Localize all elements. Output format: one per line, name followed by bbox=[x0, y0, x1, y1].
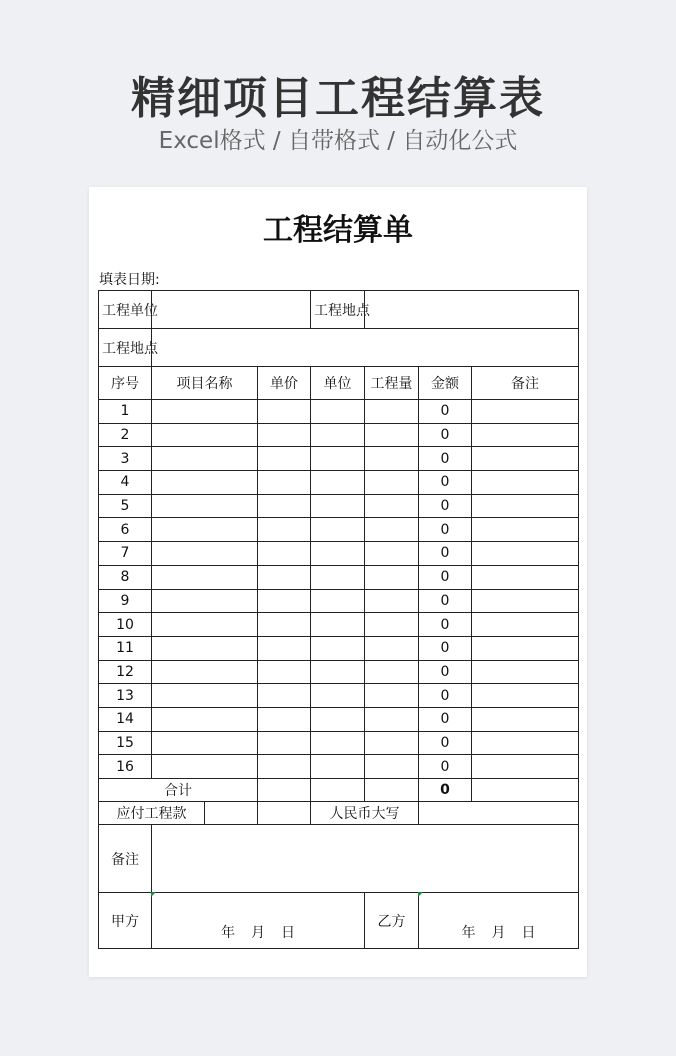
unit-cell[interactable] bbox=[311, 613, 365, 637]
row-no: 15 bbox=[99, 731, 152, 755]
qty-cell[interactable] bbox=[365, 755, 419, 779]
party-a-sign-cell[interactable] bbox=[152, 893, 365, 949]
table-row bbox=[99, 494, 579, 518]
total-unit-cell[interactable] bbox=[311, 779, 365, 802]
qty-cell[interactable] bbox=[365, 731, 419, 755]
site-label: 工程地点 bbox=[99, 329, 152, 367]
site-value-cell-right[interactable] bbox=[365, 291, 579, 329]
item-name-cell[interactable] bbox=[152, 494, 258, 518]
price-cell[interactable] bbox=[258, 636, 311, 660]
amount-cell: 0 bbox=[419, 542, 472, 566]
note-cell[interactable] bbox=[472, 613, 579, 637]
table-row bbox=[99, 755, 579, 779]
party-b-label: 乙方 bbox=[365, 893, 419, 949]
amount-cell: 0 bbox=[419, 518, 472, 542]
col-header-amount: 金额 bbox=[419, 367, 472, 400]
price-cell[interactable] bbox=[258, 423, 311, 447]
row-no: 6 bbox=[99, 518, 152, 542]
table-row bbox=[99, 660, 579, 684]
amount-cell: 0 bbox=[419, 589, 472, 613]
price-cell[interactable] bbox=[258, 565, 311, 589]
table-row bbox=[99, 684, 579, 708]
settlement-sheet bbox=[89, 187, 587, 977]
price-cell[interactable] bbox=[258, 494, 311, 518]
item-name-cell[interactable] bbox=[152, 613, 258, 637]
unit-cell[interactable] bbox=[311, 423, 365, 447]
unit-cell[interactable] bbox=[311, 471, 365, 495]
item-name-cell[interactable] bbox=[152, 589, 258, 613]
price-cell[interactable] bbox=[258, 471, 311, 495]
page-title: 精细项目工程结算表 bbox=[131, 73, 545, 124]
total-label: 合计 bbox=[99, 779, 258, 802]
qty-cell[interactable] bbox=[365, 660, 419, 684]
row-no: 10 bbox=[99, 613, 152, 637]
note-cell[interactable] bbox=[472, 731, 579, 755]
table-row bbox=[99, 636, 579, 660]
price-cell[interactable] bbox=[258, 518, 311, 542]
amount-cell: 0 bbox=[419, 471, 472, 495]
note-label: 备注 bbox=[99, 825, 152, 893]
year-label: 年 bbox=[221, 925, 235, 941]
sheet-title: 工程结算单 bbox=[263, 213, 413, 248]
price-cell[interactable] bbox=[258, 589, 311, 613]
unit-cell[interactable] bbox=[311, 731, 365, 755]
settlement-table bbox=[98, 290, 579, 949]
item-name-cell[interactable] bbox=[152, 447, 258, 471]
item-name-cell[interactable] bbox=[152, 660, 258, 684]
amount-cell: 0 bbox=[419, 660, 472, 684]
amount-cell: 0 bbox=[419, 613, 472, 637]
price-cell[interactable] bbox=[258, 660, 311, 684]
table-row bbox=[99, 518, 579, 542]
note-cell[interactable] bbox=[472, 542, 579, 566]
total-qty-cell[interactable] bbox=[365, 779, 419, 802]
note-cell[interactable] bbox=[472, 565, 579, 589]
total-amount: 0 bbox=[419, 779, 472, 802]
amount-cell: 0 bbox=[419, 684, 472, 708]
amount-cell: 0 bbox=[419, 707, 472, 731]
table-row bbox=[99, 400, 579, 424]
qty-cell[interactable] bbox=[365, 518, 419, 542]
cell-comment-marker bbox=[151, 892, 156, 897]
unit-value-cell[interactable] bbox=[152, 291, 311, 329]
note-cell[interactable] bbox=[472, 400, 579, 424]
item-name-cell[interactable] bbox=[152, 755, 258, 779]
day-label: 日 bbox=[281, 925, 295, 941]
note-cell[interactable] bbox=[472, 494, 579, 518]
qty-cell[interactable] bbox=[365, 447, 419, 471]
amount-cell: 0 bbox=[419, 731, 472, 755]
qty-cell[interactable] bbox=[365, 423, 419, 447]
price-cell[interactable] bbox=[258, 400, 311, 424]
info-row-site bbox=[99, 329, 579, 367]
note-value-cell[interactable] bbox=[152, 825, 579, 893]
table-row bbox=[99, 707, 579, 731]
item-name-cell[interactable] bbox=[152, 707, 258, 731]
fill-date-label: 填表日期: bbox=[99, 272, 160, 288]
unit-cell[interactable] bbox=[311, 660, 365, 684]
col-header-no: 序号 bbox=[99, 367, 152, 400]
amount-cell: 0 bbox=[419, 565, 472, 589]
qty-cell[interactable] bbox=[365, 707, 419, 731]
row-no: 12 bbox=[99, 660, 152, 684]
note-cell[interactable] bbox=[472, 707, 579, 731]
price-cell[interactable] bbox=[258, 731, 311, 755]
item-name-cell[interactable] bbox=[152, 565, 258, 589]
item-name-cell[interactable] bbox=[152, 731, 258, 755]
col-header-price: 单价 bbox=[258, 367, 311, 400]
table-row bbox=[99, 589, 579, 613]
column-header-row bbox=[99, 367, 579, 400]
item-name-cell[interactable] bbox=[152, 684, 258, 708]
payable-label: 应付工程款 bbox=[99, 802, 205, 825]
row-no: 11 bbox=[99, 636, 152, 660]
item-name-cell[interactable] bbox=[152, 542, 258, 566]
item-name-cell[interactable] bbox=[152, 423, 258, 447]
unit-label: 工程单位 bbox=[99, 291, 152, 329]
qty-cell[interactable] bbox=[365, 400, 419, 424]
year-label: 年 bbox=[461, 925, 476, 941]
row-no: 16 bbox=[99, 755, 152, 779]
rmb-value-cell[interactable] bbox=[419, 802, 579, 825]
col-header-qty: 工程量 bbox=[365, 367, 419, 400]
row-no: 3 bbox=[99, 447, 152, 471]
table-row bbox=[99, 613, 579, 637]
amount-cell: 0 bbox=[419, 423, 472, 447]
row-no: 14 bbox=[99, 707, 152, 731]
col-header-item: 项目名称 bbox=[152, 367, 258, 400]
unit-cell[interactable] bbox=[311, 636, 365, 660]
unit-cell[interactable] bbox=[311, 518, 365, 542]
table-row bbox=[99, 731, 579, 755]
note-cell[interactable] bbox=[472, 471, 579, 495]
note-cell[interactable] bbox=[472, 660, 579, 684]
note-cell[interactable] bbox=[472, 755, 579, 779]
data-rows bbox=[99, 400, 579, 779]
qty-cell[interactable] bbox=[365, 542, 419, 566]
party-a-date bbox=[152, 922, 364, 942]
unit-cell[interactable] bbox=[311, 565, 365, 589]
total-price-cell[interactable] bbox=[258, 779, 311, 802]
cell-comment-marker bbox=[418, 892, 423, 897]
site-label-right: 工程地点 bbox=[311, 291, 365, 329]
qty-cell[interactable] bbox=[365, 471, 419, 495]
table-row bbox=[99, 423, 579, 447]
col-header-unit: 单位 bbox=[311, 367, 365, 400]
note-cell[interactable] bbox=[472, 684, 579, 708]
amount-cell: 0 bbox=[419, 494, 472, 518]
row-no: 8 bbox=[99, 565, 152, 589]
note-cell[interactable] bbox=[472, 518, 579, 542]
qty-cell[interactable] bbox=[365, 565, 419, 589]
price-cell[interactable] bbox=[258, 755, 311, 779]
price-cell[interactable] bbox=[258, 542, 311, 566]
note-cell[interactable] bbox=[472, 589, 579, 613]
unit-cell[interactable] bbox=[311, 755, 365, 779]
note-row bbox=[99, 825, 579, 893]
party-b-sign-cell[interactable] bbox=[419, 893, 579, 949]
note-cell[interactable] bbox=[472, 423, 579, 447]
table-row bbox=[99, 565, 579, 589]
amount-cell: 0 bbox=[419, 400, 472, 424]
month-label: 月 bbox=[251, 925, 265, 941]
qty-cell[interactable] bbox=[365, 636, 419, 660]
signature-row bbox=[99, 893, 579, 949]
table-row bbox=[99, 447, 579, 471]
item-name-cell[interactable] bbox=[152, 636, 258, 660]
payable-row bbox=[99, 802, 579, 825]
col-header-note: 备注 bbox=[472, 367, 579, 400]
item-name-cell[interactable] bbox=[152, 400, 258, 424]
qty-cell[interactable] bbox=[365, 589, 419, 613]
price-cell[interactable] bbox=[258, 613, 311, 637]
page-subtitle: Excel格式 / 自带格式 / 自动化公式 bbox=[158, 128, 518, 154]
qty-cell[interactable] bbox=[365, 613, 419, 637]
row-no: 13 bbox=[99, 684, 152, 708]
qty-cell[interactable] bbox=[365, 684, 419, 708]
unit-cell[interactable] bbox=[311, 400, 365, 424]
item-name-cell[interactable] bbox=[152, 518, 258, 542]
note-cell[interactable] bbox=[472, 636, 579, 660]
payable-value-cell[interactable] bbox=[205, 802, 258, 825]
qty-cell[interactable] bbox=[365, 494, 419, 518]
item-name-cell[interactable] bbox=[152, 471, 258, 495]
price-cell[interactable] bbox=[258, 447, 311, 471]
row-no: 5 bbox=[99, 494, 152, 518]
payable-extra-cell[interactable] bbox=[258, 802, 311, 825]
day-label: 日 bbox=[521, 925, 536, 941]
price-cell[interactable] bbox=[258, 707, 311, 731]
row-no: 7 bbox=[99, 542, 152, 566]
total-note-cell[interactable] bbox=[472, 779, 579, 802]
unit-cell[interactable] bbox=[311, 447, 365, 471]
row-no: 1 bbox=[99, 400, 152, 424]
amount-cell: 0 bbox=[419, 636, 472, 660]
amount-cell: 0 bbox=[419, 755, 472, 779]
unit-cell[interactable] bbox=[311, 707, 365, 731]
row-no: 4 bbox=[99, 471, 152, 495]
total-row bbox=[99, 779, 579, 802]
party-b-date bbox=[419, 922, 578, 942]
row-no: 2 bbox=[99, 423, 152, 447]
unit-cell[interactable] bbox=[311, 684, 365, 708]
party-a-label: 甲方 bbox=[99, 893, 152, 949]
site-value-cell[interactable] bbox=[152, 329, 579, 367]
unit-cell[interactable] bbox=[311, 494, 365, 518]
note-cell[interactable] bbox=[472, 447, 579, 471]
row-no: 9 bbox=[99, 589, 152, 613]
unit-cell[interactable] bbox=[311, 589, 365, 613]
info-row-unit bbox=[99, 291, 579, 329]
amount-cell: 0 bbox=[419, 447, 472, 471]
unit-cell[interactable] bbox=[311, 542, 365, 566]
table-row bbox=[99, 542, 579, 566]
table-row bbox=[99, 471, 579, 495]
month-label: 月 bbox=[491, 925, 506, 941]
rmb-label: 人民币大写 bbox=[311, 802, 419, 825]
price-cell[interactable] bbox=[258, 684, 311, 708]
